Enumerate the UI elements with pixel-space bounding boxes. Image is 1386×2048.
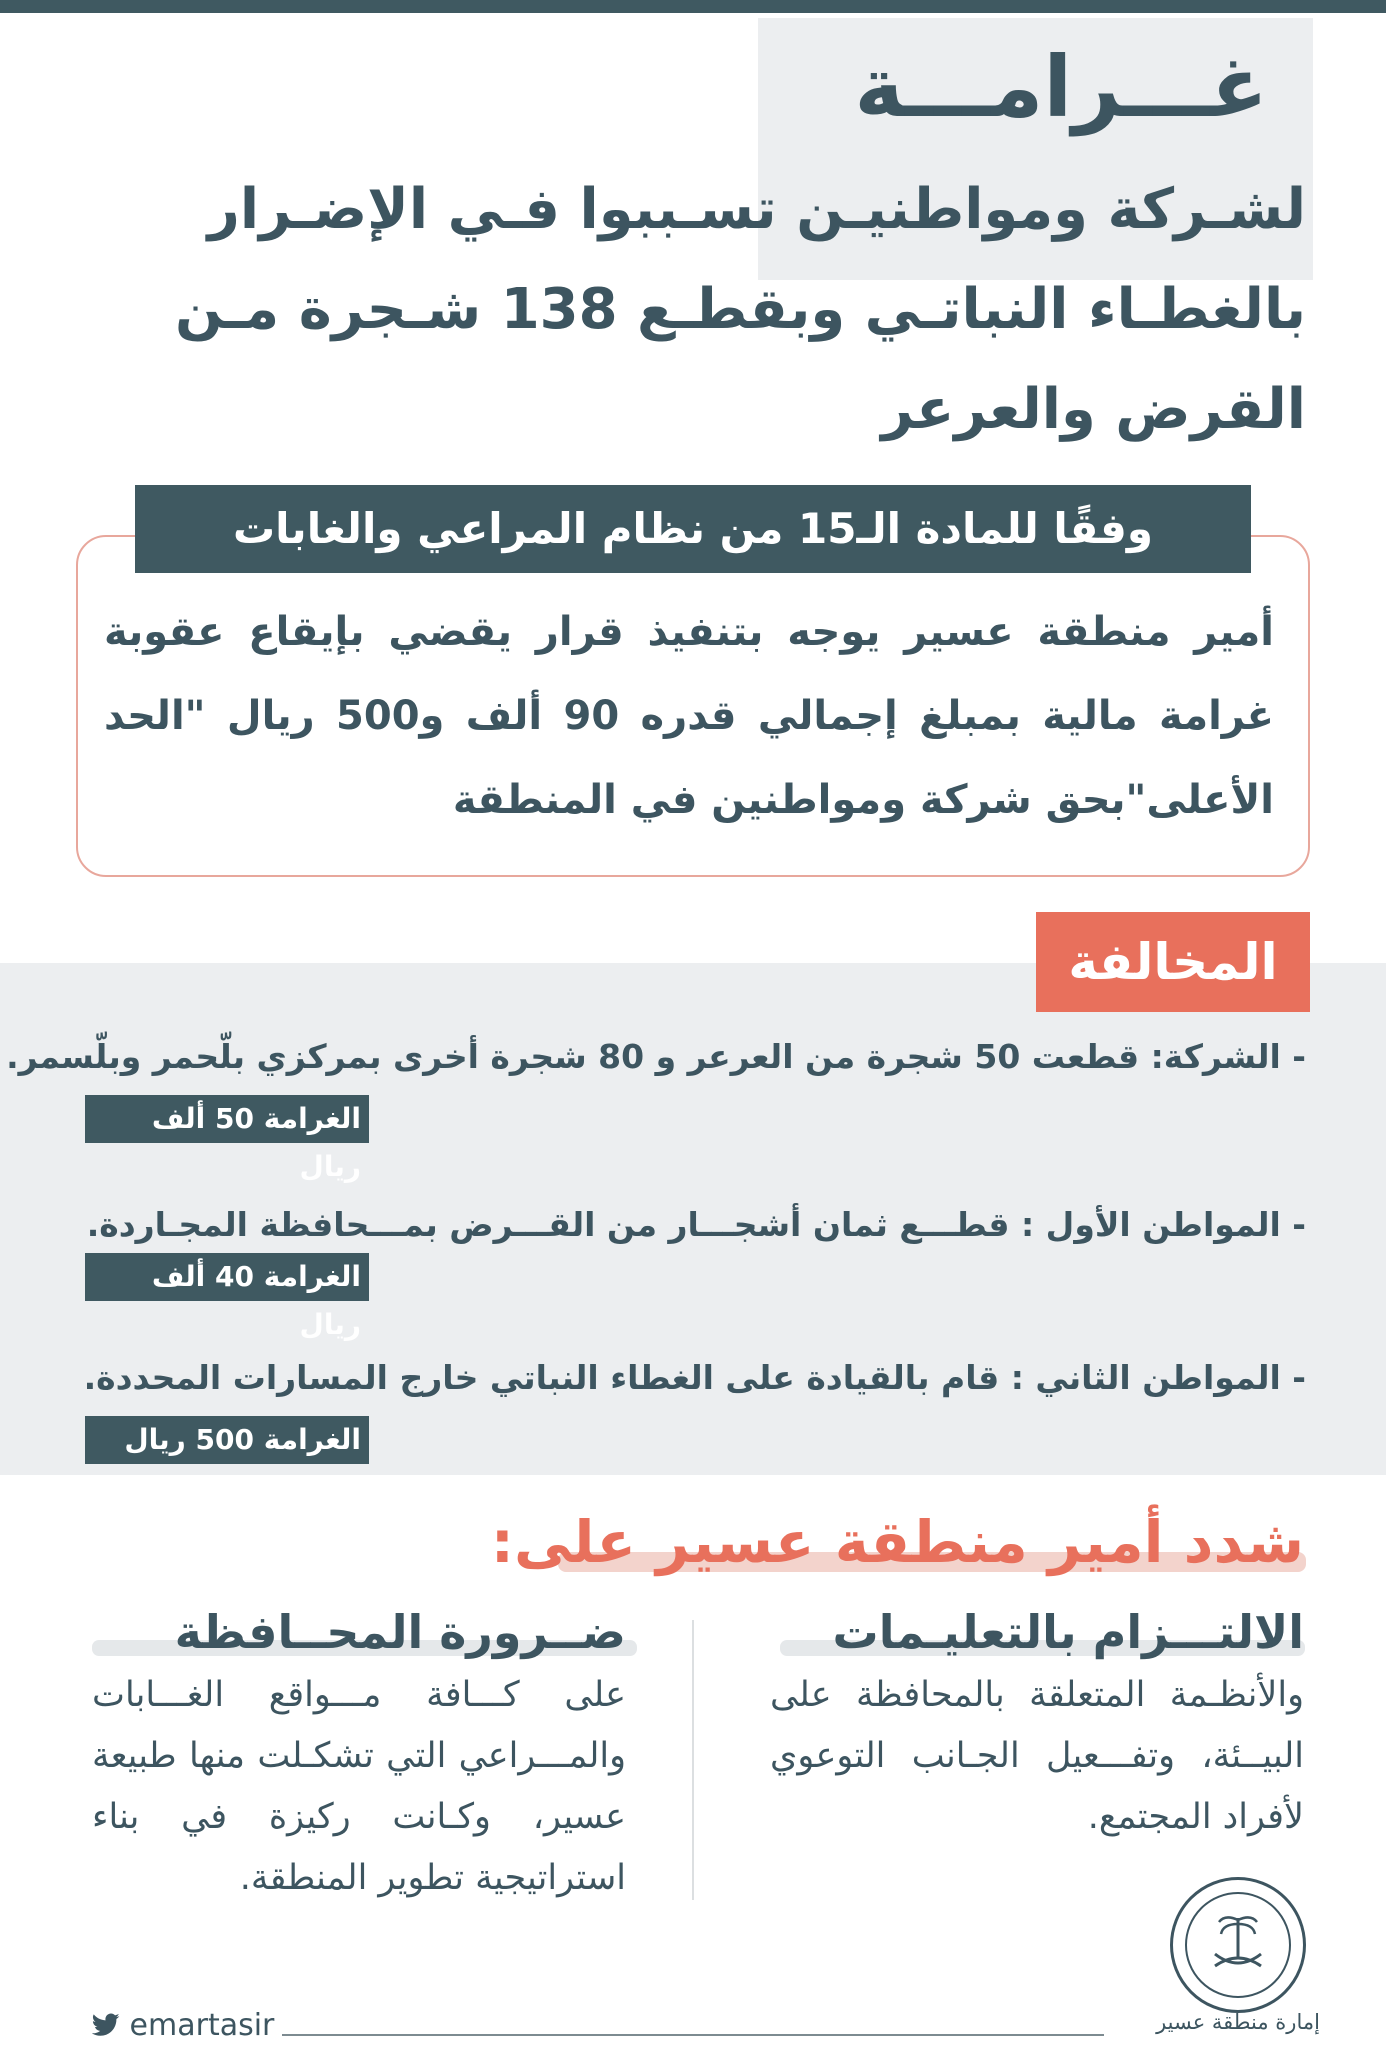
emblem-logo: [1170, 1877, 1306, 2013]
fine-badge-citizen-2: الغرامة 500 ريال: [85, 1416, 369, 1464]
twitter-handle-text: emartasir: [129, 2008, 275, 2043]
fine-badge-company: الغرامة 50 ألف ريال: [85, 1095, 369, 1143]
footer-line: [282, 2034, 1104, 2036]
headline: لشـركة ومواطنيـن تسـببوا فـي الإضـرار بالغطـاء النباتـي وبقطـع 138 شـجرة مـن القرض والعرعر: [175, 177, 1306, 442]
violation-item-company: - الشركة: قطعت 50 شجرة من العرعر و 80 شجرة أخرى بمركزي بلّحمر وبلّسمر.: [6, 1037, 1306, 1076]
article-banner: وفقًا للمادة الـ15 من نظام المراعي والغابات: [135, 485, 1251, 573]
page-title: غـــرامـــة: [854, 38, 1268, 136]
left-column-title: ضــرورة المحــافظة: [174, 1605, 626, 1659]
violation-item-citizen-1: - المواطن الأول : قطـــع ثمان أشجـــار من القـــرض بمـــحافظة المجـاردة.: [86, 1205, 1306, 1244]
right-column-title: الالتـــزام بالتعليـمات: [832, 1605, 1304, 1659]
twitter-bird-icon: [92, 2013, 120, 2037]
decree-text: أمير منطقة عسير يوجه بتنفيذ قرار يقضي بإيقاع عقوبة غرامة مالية بمبلغ إجمالي قدره 90 ألف و500 ريال "الحد الأعلى"بحق شركة ومواطنين في المنطقة: [104, 609, 1274, 823]
violation-heading: المخالفة: [1036, 912, 1310, 1012]
right-column-body: والأنظـمة المتعلقة بالمحافظة على البيــئة، وتفـــعيل الجـانب التوعوي لأفراد المجتمع.: [770, 1675, 1304, 1837]
violation-item-citizen-2: - المواطن الثاني : قام بالقيادة على الغطاء النباتي خارج المسارات المحددة.: [83, 1358, 1306, 1397]
fine-badge-citizen-1: الغرامة 40 ألف ريال: [85, 1253, 369, 1301]
emblem-caption: إمارة منطقة عسير: [1156, 2010, 1320, 2034]
top-accent-bar: [0, 0, 1386, 13]
emblem-palm-swords-icon: [1173, 1880, 1303, 2010]
emphasis-heading: شدد أمير منطقة عسير على:: [490, 1508, 1304, 1576]
left-column-body: على كـــافة مـــواقع الغـــابات والمـــراعي التي تشكـلت منها طبيعة عسير، وكـانت ركيزة في بناء استراتيجية تطوير المنطقة.: [92, 1675, 626, 1898]
twitter-handle[interactable]: [92, 2008, 274, 2043]
column-divider: [692, 1620, 694, 1900]
